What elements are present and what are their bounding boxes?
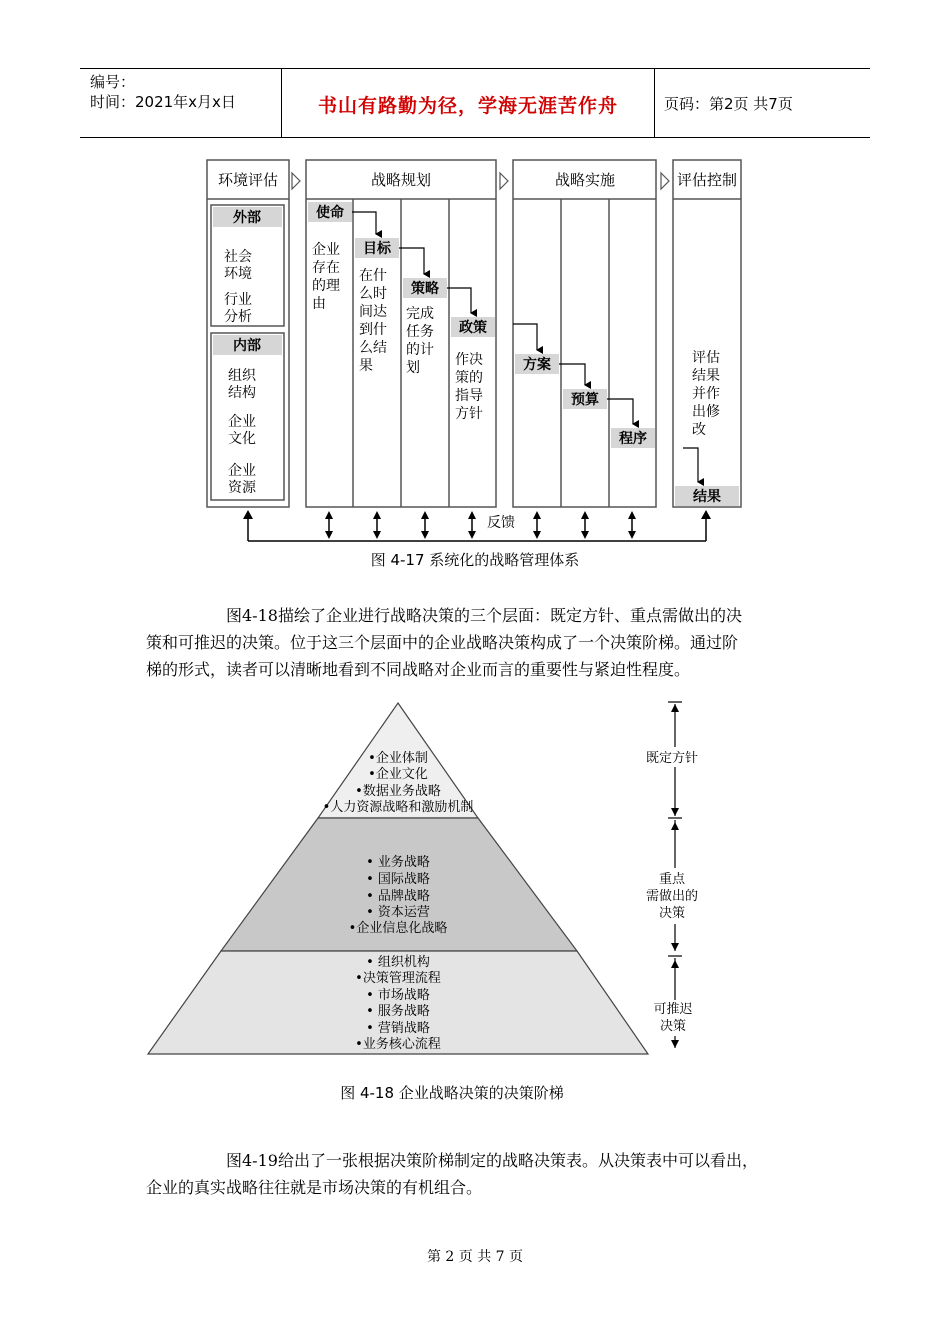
pyramid-item: • 组织机构 — [366, 955, 430, 970]
figure-4-17 — [0, 150, 950, 580]
planning-desc: 在什 — [359, 268, 387, 284]
env-item: 企业 — [228, 463, 256, 479]
env-item: 行业 — [224, 292, 252, 308]
planning-desc: 的计 — [406, 342, 434, 358]
pyramid-item: • 市场战略 — [366, 988, 430, 1003]
planning-desc: 由 — [312, 296, 326, 312]
header-divider — [654, 69, 655, 137]
planning-desc: 策的 — [455, 370, 483, 386]
level-label: 既定方针 — [645, 751, 699, 766]
paragraph-line: 图4-19给出了一张根据决策阶梯制定的战略决策表。从决策表中可以看出， — [226, 1151, 758, 1170]
pyramid-item: •企业体制 — [368, 751, 428, 766]
planning-title: 策略 — [411, 281, 439, 297]
env-item: 资源 — [228, 480, 256, 496]
planning-desc: 方针 — [455, 406, 483, 422]
planning-desc: 么结 — [359, 340, 387, 356]
motto: 书山有路勤为径，学海无涯苦作舟 — [317, 95, 618, 117]
env-item: 结构 — [228, 385, 256, 401]
planning-title: 目标 — [363, 241, 391, 257]
time-label: 时间：2021年x月x日 — [90, 93, 236, 111]
pyramid-item: •决策管理流程 — [355, 971, 441, 986]
pyramid-item: • 品牌战略 — [366, 889, 430, 904]
pyramid-item: •企业文化 — [368, 767, 428, 782]
stage-title: 战略实施 — [554, 171, 616, 189]
planning-desc: 完成 — [406, 306, 434, 322]
planning-title: 使命 — [316, 205, 344, 221]
pyramid-item: • 国际战略 — [366, 872, 430, 887]
page-label: 页码：第2页 共7页 — [664, 95, 793, 113]
planning-desc: 么时 — [359, 286, 387, 302]
stage-title: 战略规划 — [370, 171, 432, 189]
planning-desc: 任务 — [406, 324, 434, 340]
pyramid-item: •业务核心流程 — [355, 1037, 441, 1052]
number-label: 编号： — [90, 73, 136, 91]
pyramid-item: •企业信息化战略 — [348, 921, 448, 936]
implementation-step: 预算 — [571, 392, 599, 408]
planning-desc: 到什 — [359, 322, 387, 338]
control-desc: 出修 — [692, 404, 720, 420]
paragraph-line: 图4-18描绘了企业进行战略决策的三个层面：既定方针、重点需做出的决 — [226, 606, 742, 625]
pyramid-item: •数据业务战略 — [355, 784, 441, 799]
env-item: 组织 — [228, 368, 256, 384]
page-header — [80, 68, 870, 138]
pyramid-item: • 业务战略 — [366, 855, 430, 870]
level-label: 决策 — [659, 1019, 687, 1034]
stage-title: 环境评估 — [217, 171, 279, 189]
pyramid-item: •人力资源战略和激励机制 — [322, 800, 474, 815]
control-desc: 改 — [692, 422, 706, 438]
external-title: 外部 — [233, 210, 261, 226]
figure-4-18 — [0, 690, 950, 1110]
paragraph-line: 企业的真实战略往往就是市场决策的有机组合。 — [146, 1178, 483, 1197]
control-result: 结果 — [693, 489, 721, 505]
page-footer: 第 2 页 共 7 页 — [426, 1249, 524, 1265]
env-item: 企业 — [228, 414, 256, 430]
planning-desc: 存在 — [312, 260, 340, 276]
level-label: 可推迟 — [653, 1002, 693, 1017]
planning-desc: 划 — [406, 360, 420, 376]
feedback-label: 反馈 — [487, 515, 515, 531]
pyramid-item: • 服务战略 — [366, 1004, 430, 1019]
control-desc: 评估 — [692, 350, 720, 366]
implementation-step: 方案 — [523, 357, 551, 373]
env-item: 分析 — [224, 309, 252, 325]
implementation-step: 程序 — [619, 431, 647, 447]
control-desc: 结果 — [692, 368, 720, 384]
pyramid-item: • 营销战略 — [366, 1021, 430, 1036]
planning-desc: 企业 — [312, 242, 340, 258]
env-item: 文化 — [228, 431, 256, 447]
planning-desc: 果 — [359, 358, 373, 374]
planning-desc: 作决 — [455, 352, 483, 368]
env-item: 环境 — [224, 266, 252, 282]
pyramid-item: • 资本运营 — [366, 905, 430, 920]
env-item: 社会 — [224, 249, 252, 265]
figure-caption: 图 4-17 系统化的战略管理体系 — [370, 551, 580, 569]
planning-desc: 的理 — [312, 278, 340, 294]
level-label: 需做出的 — [645, 889, 699, 904]
level-label: 重点 — [658, 872, 686, 887]
paragraph-line: 策和可推迟的决策。位于这三个层面中的企业战略决策构成了一个决策阶梯。通过阶 — [146, 633, 739, 652]
paragraph-line: 梯的形式，读者可以清晰地看到不同战略对企业而言的重要性与紧迫性程度。 — [146, 660, 691, 679]
control-desc: 并作 — [692, 386, 720, 402]
level-label: 决策 — [658, 906, 686, 921]
internal-title: 内部 — [233, 338, 261, 354]
figure-caption: 图 4-18 企业战略决策的决策阶梯 — [340, 1084, 564, 1102]
stage-title: 评估控制 — [676, 171, 738, 189]
planning-desc: 间达 — [359, 304, 387, 320]
planning-title: 政策 — [459, 320, 487, 336]
planning-desc: 指导 — [455, 388, 483, 404]
